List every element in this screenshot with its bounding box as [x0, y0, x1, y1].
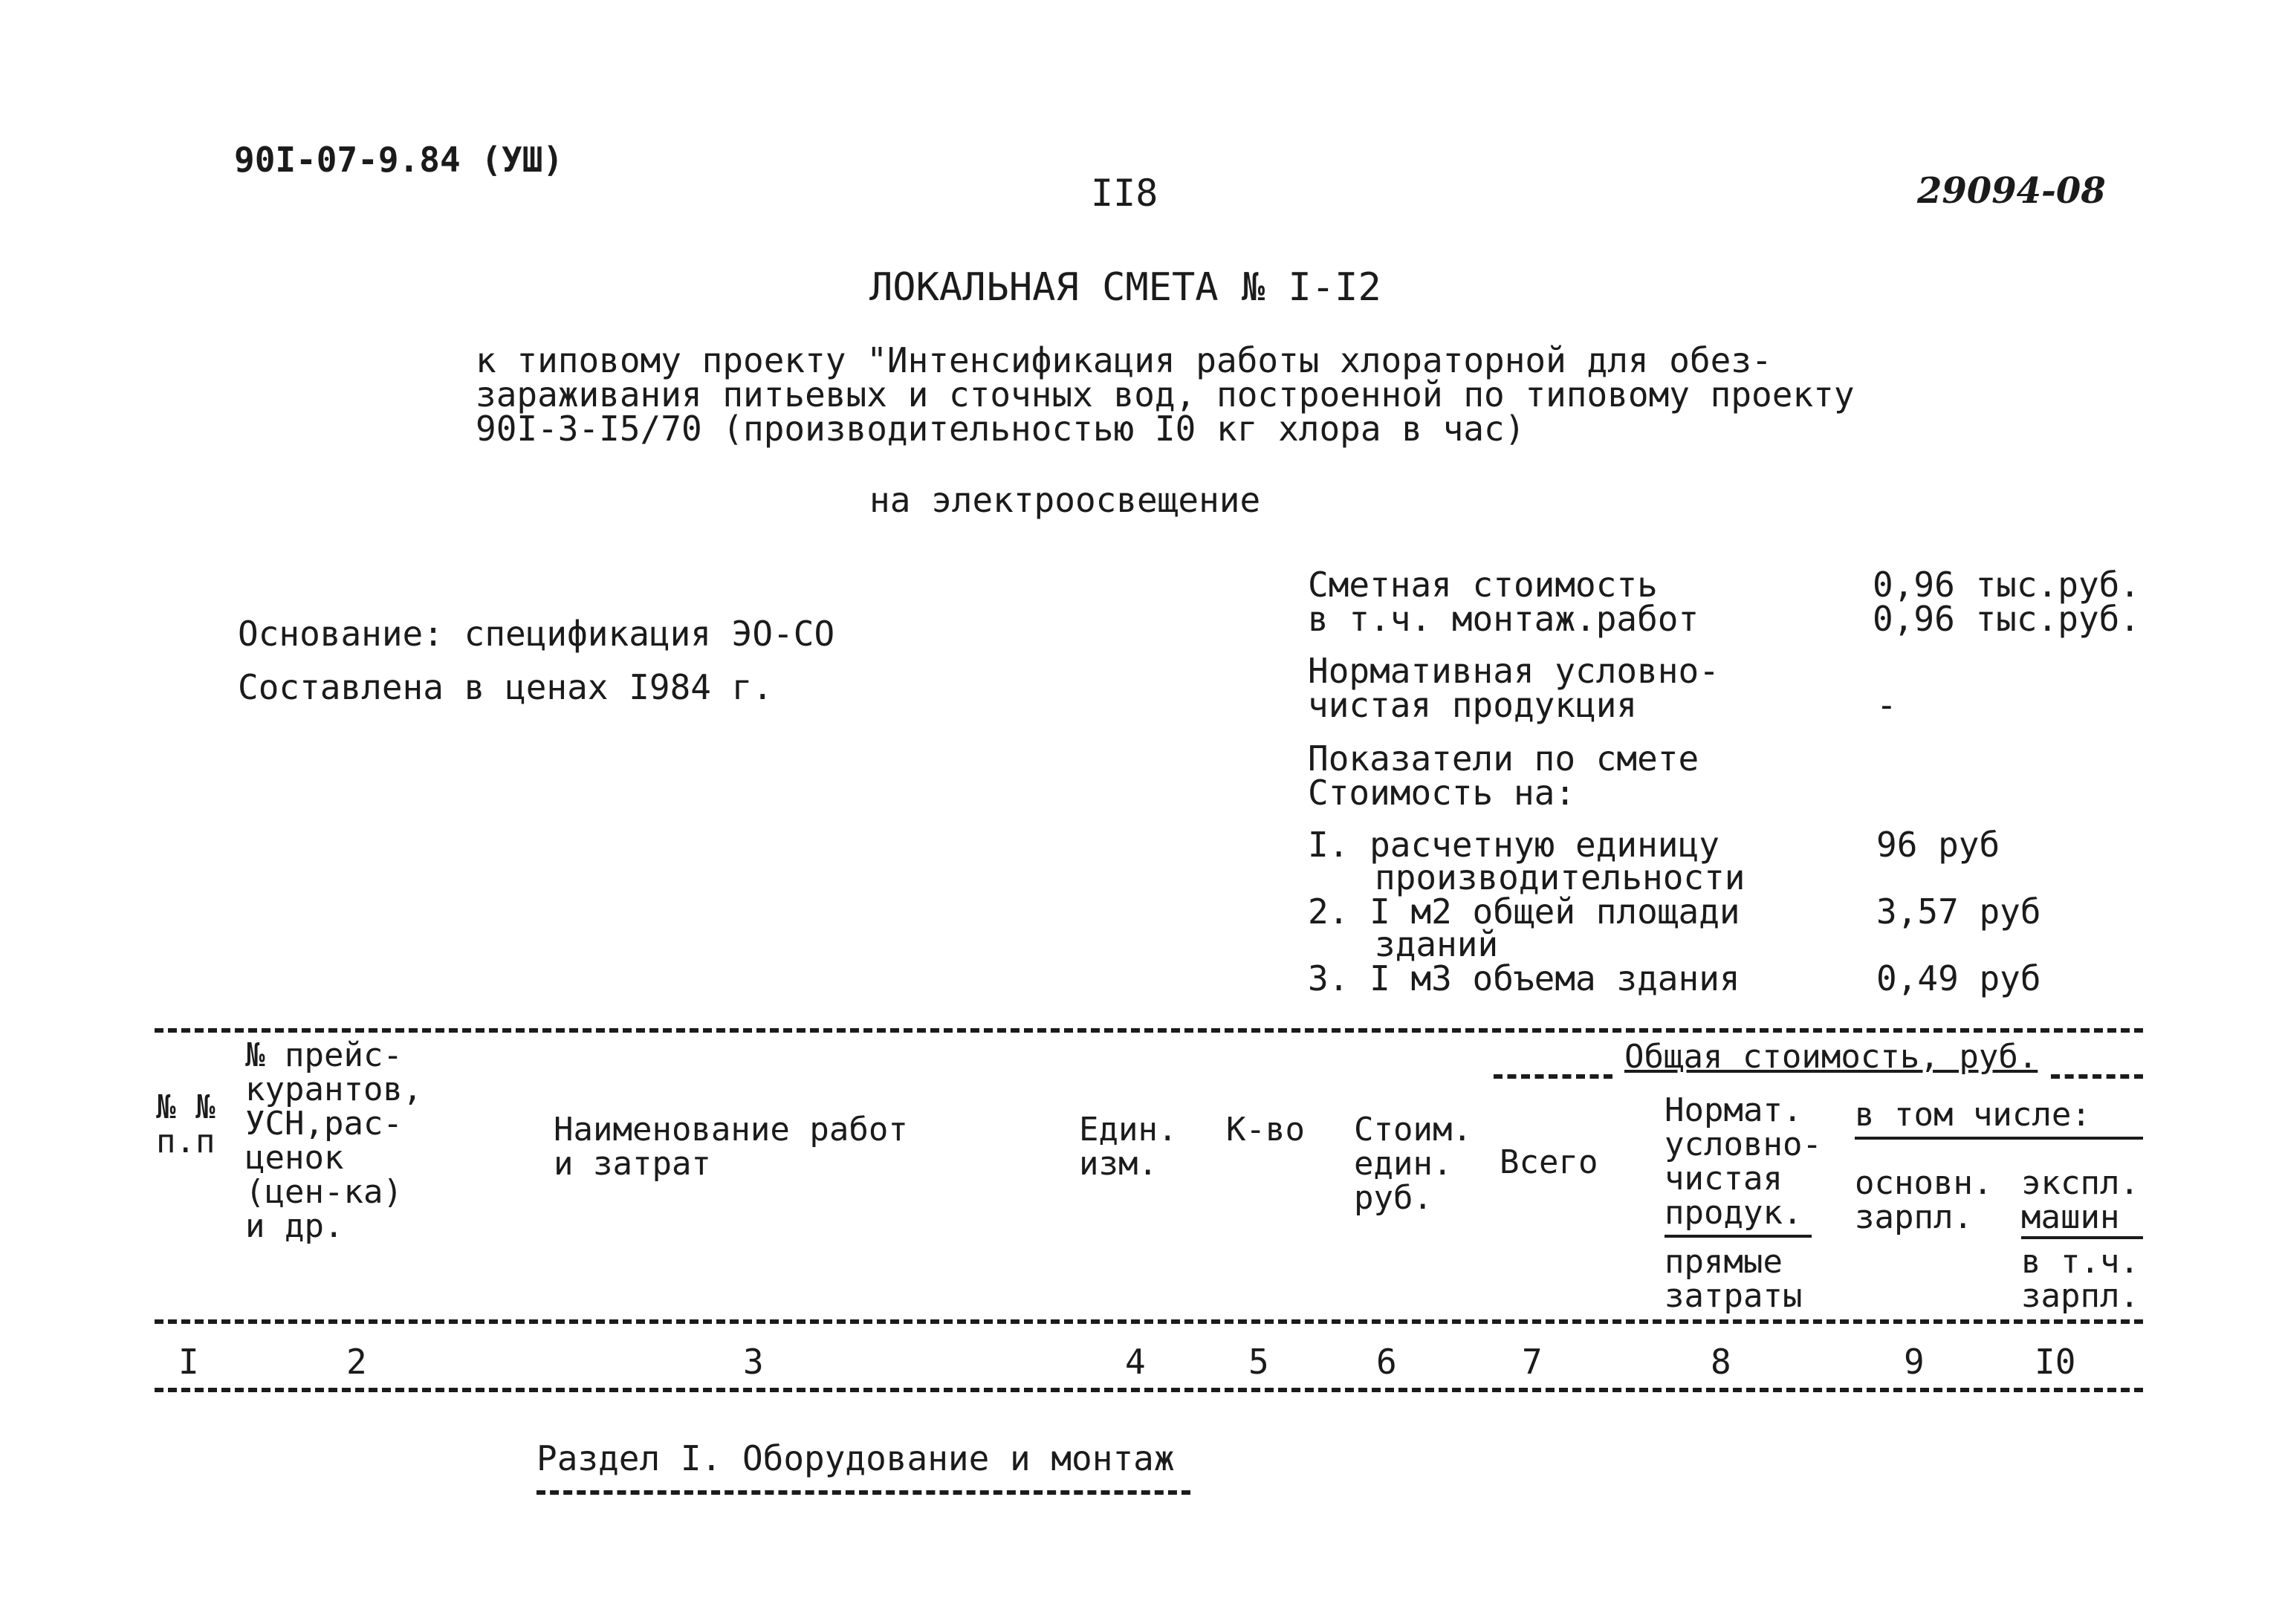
norm-label-1: Нормативная условно- [1308, 651, 1719, 691]
column-number-4: 4 [1125, 1342, 1146, 1382]
column-number-7: 7 [1522, 1342, 1543, 1382]
in-that-underline [1855, 1137, 2143, 1140]
header-unit-cost: Стоим. един. руб. [1354, 1111, 1472, 1217]
column-number-1: I [178, 1342, 199, 1382]
indicators-label-2: Стоимость на: [1308, 773, 1576, 813]
cost-value-2: 0,96 тыс.руб. [1873, 599, 2141, 639]
header-bottom-rule [155, 1319, 2143, 1324]
indicator-1-label: I. расчетную единицу [1308, 825, 1719, 865]
column-number-5: 5 [1248, 1342, 1269, 1382]
total-cost-rule-left [1494, 1074, 1612, 1079]
archive-stamp: 29094-08 [1917, 170, 2106, 212]
page-number: II8 [1091, 172, 1158, 215]
indicator-1-value: 96 руб [1876, 825, 2000, 865]
project-line-2: зараживания питьевых и сточных вод, построенной по типовому проекту [476, 374, 1855, 415]
estimate-subject: на электроосвещение [869, 480, 1261, 520]
project-line-1: к типовому проекту "Интенсификация работы хлораторной для обез- [476, 340, 1772, 380]
column-number-8: 8 [1711, 1342, 1731, 1382]
header-incl-salary: в т.ч. зарпл. [2021, 1243, 2139, 1315]
cost-label-2: в т.ч. монтаж.работ [1308, 599, 1699, 639]
indicator-2-label: 2. I м2 общей площади [1308, 891, 1740, 932]
header-norm-product: Нормат. условно- чистая продук. [1665, 1091, 1822, 1232]
document-code: 90I-07-9.84 (УШ) [234, 140, 564, 180]
indicator-2-label-cont: зданий [1375, 924, 1499, 964]
norm-product-underline [1665, 1235, 1812, 1238]
column-number-2: 2 [346, 1342, 367, 1382]
indicator-3-label: 3. I м3 объема здания [1308, 958, 1740, 998]
header-total: Всего [1500, 1143, 1598, 1181]
indicator-1-label-cont: производительности [1375, 857, 1745, 897]
header-in-that: в том числе: [1855, 1096, 2091, 1134]
header-price-list: № прейс- курантов, УСН,рас- ценок (цен-ка) и др. [245, 1036, 423, 1245]
price-level: Составлена в ценах I984 г. [238, 667, 774, 707]
indicator-2-value: 3,57 руб [1876, 891, 2041, 932]
section-title-underline [537, 1490, 1190, 1495]
column-numbers-rule [155, 1388, 2143, 1392]
table-top-rule [155, 1028, 2143, 1033]
column-number-9: 9 [1904, 1342, 1925, 1382]
column-number-3: 3 [743, 1342, 764, 1382]
indicator-3-value: 0,49 руб [1876, 958, 2041, 998]
indicators-label-1: Показатели по смете [1308, 738, 1699, 779]
header-direct-costs: прямые затраты [1665, 1243, 1803, 1315]
norm-label-2: чистая продукция [1308, 685, 1638, 725]
header-work-name: Наименование работ и затрат [554, 1111, 908, 1183]
machine-operation-underline [2021, 1236, 2143, 1239]
header-machine-operation: экспл. машин [2021, 1164, 2139, 1236]
header-unit: Един. изм. [1079, 1111, 1178, 1183]
document-title: ЛОКАЛЬНАЯ СМЕТА № I-I2 [869, 265, 1381, 310]
header-base-salary: основн. зарпл. [1855, 1164, 1993, 1236]
project-line-3: 90I-3-I5/70 (производительностью I0 кг хлора в час) [476, 409, 1526, 449]
column-number-10: I0 [2035, 1342, 2076, 1382]
basis-specification: Основание: спецификация ЭО-СО [238, 614, 835, 654]
header-row-number: № № п.п [156, 1088, 215, 1160]
header-quantity: К-во [1226, 1111, 1305, 1149]
header-total-cost: Общая стоимость, руб. [1624, 1038, 2038, 1076]
cost-value-1: 0,96 тыс.руб. [1873, 565, 2141, 605]
section-title: Раздел I. Оборудование и монтаж [537, 1438, 1175, 1478]
norm-value: - [1876, 685, 1897, 725]
cost-label-1: Сметная стоимость [1308, 565, 1658, 605]
total-cost-rule-right [2051, 1074, 2143, 1079]
column-number-6: 6 [1376, 1342, 1397, 1382]
